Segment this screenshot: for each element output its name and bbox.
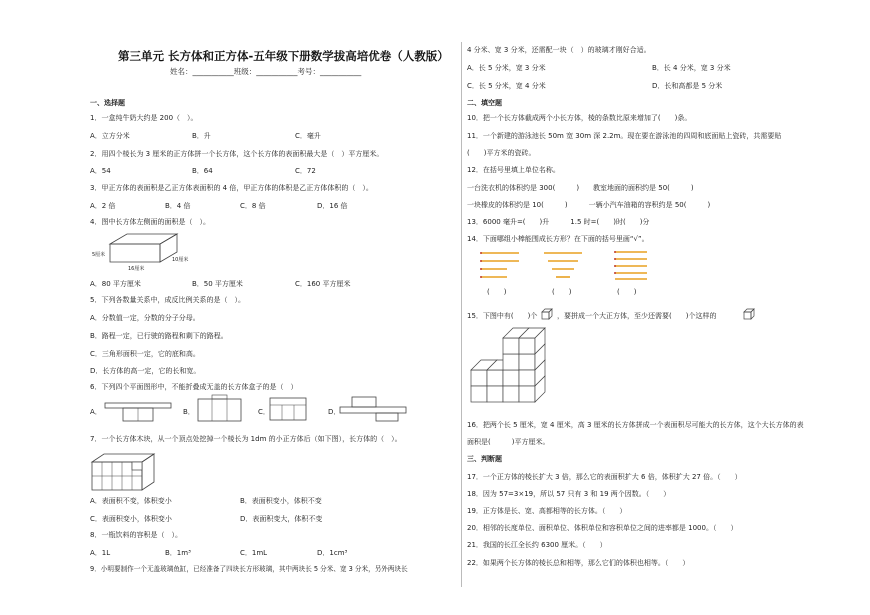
sticks-group-3	[607, 250, 652, 280]
question-5: 5．下列各数量关系中，成反比例关系的是（ ）。	[90, 296, 245, 304]
q8-option-d: D．1cm³	[317, 549, 348, 557]
section-fill: 二、填空题	[467, 99, 502, 107]
q6-option-a: A．	[90, 408, 102, 416]
cuboid-label-length: 16厘米	[128, 266, 145, 272]
question-15-part-b: ，要拼成一个大正方体，至少还需要( )个这样的	[557, 312, 717, 320]
question-1: 1．一盒纯牛奶大约是 200（ ）。	[90, 114, 198, 122]
q6-option-d: D．	[328, 408, 341, 416]
q7-option-c: C．表面积变小，体积变小	[90, 515, 172, 523]
question-19: 19．正方体是长、宽、高都相等的长方体。（ ）	[467, 507, 627, 515]
q9-option-a: A．长 5 分米，宽 3 分米	[467, 64, 546, 72]
q3-option-a: A．2 倍	[90, 202, 116, 210]
q14-answer-2[interactable]: ( )	[552, 288, 572, 296]
sticks-group-2	[542, 250, 587, 280]
q3-option-c: C．8 倍	[240, 202, 266, 210]
q2-option-b: B．64	[192, 167, 213, 175]
question-22: 22．如果两个长方体的棱长总和相等，那么它们的体积也相等。（ ）	[467, 559, 690, 567]
question-11: 11．一个新建的游泳池长 50m 宽 30m 深 2.2m。现在要在游泳池的四周和底面贴上瓷砖，共需要贴	[467, 132, 782, 140]
question-14: 14．下面哪组小棒能围成长方形？在下面的括号里画“√”。	[467, 235, 649, 243]
question-15-part-a: 15．下图中有( )个	[467, 312, 538, 320]
small-cube-icon	[541, 308, 553, 320]
section-choice: 一、选择题	[90, 99, 125, 107]
q3-option-b: B．4 倍	[165, 202, 191, 210]
net-figure-d	[338, 395, 408, 423]
question-10: 10．把一个长方体截成两个小长方体，棱的条数比原来增加了( )条。	[467, 114, 692, 122]
q8-option-c: C．1mL	[240, 549, 268, 557]
net-figure-b	[192, 395, 247, 423]
question-9-continued: 4 分米、宽 3 分米，还需配一块（ ）的玻璃才刚好合适。	[467, 46, 651, 54]
stacked-cubes-figure	[469, 330, 559, 410]
question-16: 16．把两个长 5 厘米，宽 4 厘米，高 3 厘米的长方体拼成一个表面积尽可能大的长方体，这个大长方体的表	[467, 421, 804, 429]
question-3: 3．甲正方体的表面积是乙正方体表面积的 4 倍，甲正方体的体积是乙正方体体积的（ ）。	[90, 184, 373, 192]
q9-option-d: D．长和高都是 5 分米	[652, 82, 723, 90]
column-divider	[461, 42, 462, 587]
q5-option-a: A．分数值一定，分数的分子分母。	[90, 314, 200, 322]
q5-option-d: D．长方体的高一定，它的长和宽。	[90, 367, 201, 375]
q2-option-a: A．54	[90, 167, 111, 175]
sticks-group-1	[479, 250, 524, 280]
q3-option-d: D．16 倍	[317, 202, 348, 210]
question-16-continued: 面积是( )平方厘米。	[467, 438, 550, 446]
question-21: 21．我国的长江全长约 6300 厘米。（ ）	[467, 541, 607, 549]
q14-answer-1[interactable]: ( )	[487, 288, 507, 296]
q8-option-a: A．1L	[90, 549, 111, 557]
q8-option-b: B．1m³	[165, 549, 191, 557]
q7-option-b: B．表面积变小，体积不变	[240, 497, 322, 505]
notched-cuboid-figure	[90, 450, 165, 492]
question-8: 8．一瓶饮料的容积是（ ）。	[90, 531, 182, 539]
net-figure-a	[103, 395, 173, 423]
net-figure-c	[266, 395, 311, 423]
q6-option-c: C．	[258, 408, 270, 416]
question-12-row-a: 一台洗衣机的体积约是 300( ) 教室地面的面积约是 50( )	[467, 184, 694, 192]
question-11-continued: ( )平方米的瓷砖。	[467, 149, 536, 157]
q7-option-a: A．表面积不变，体积变小	[90, 497, 172, 505]
q6-option-b: B．	[183, 408, 195, 416]
q1-option-a: A．立方分米	[90, 132, 130, 140]
q1-option-b: B．升	[192, 132, 211, 140]
q5-option-c: C．三角形面积一定，它的底和高。	[90, 350, 200, 358]
q4-option-a: A．80 平方厘米	[90, 280, 141, 288]
student-info-line: 姓名：___________班级：___________考号：___________	[170, 67, 362, 76]
question-12: 12．在括号里填上单位名称。	[467, 166, 560, 174]
cuboid-label-width: 10厘米	[172, 257, 189, 263]
question-4: 4．图中长方体左侧面的面积是（ ）。	[90, 218, 210, 226]
small-cube-icon-2	[743, 308, 755, 320]
question-2: 2．用四个棱长为 3 厘米的正方体拼一个长方体，这个长方体的表面积最大是（ ）平方厘米。	[90, 150, 384, 158]
question-6: 6．下列四个平面图形中，不能折叠成无盖的长方体盒子的是（ ）	[90, 383, 298, 391]
q9-option-b: B．长 4 分米，宽 3 分米	[652, 64, 731, 72]
section-judge: 三、判断题	[467, 455, 502, 463]
question-13: 13．6000 毫升=( )升 1.5 时=( )时( )分	[467, 218, 650, 226]
cuboid-label-height: 5厘米	[92, 252, 106, 258]
q4-option-c: C．160 平方厘米	[295, 280, 351, 288]
q14-answer-3[interactable]: ( )	[617, 288, 637, 296]
question-7: 7．一个长方体木块，从一个顶点处挖掉一个棱长为 1dm 的小正方体后（如下图），长方体的（ ）。	[90, 435, 402, 443]
question-18: 18．因为 57=3×19，所以 57 只有 3 和 19 两个因数。（ ）	[467, 490, 671, 498]
question-17: 17．一个正方体的棱长扩大 3 倍，那么它的表面积扩大 6 倍，体积扩大 27 倍。（ ）	[467, 473, 742, 481]
page-title: 第三单元 长方体和正方体-五年级下册数学拔高培优卷（人教版）	[118, 49, 449, 63]
q9-option-c: C．长 5 分米，宽 4 分米	[467, 82, 546, 90]
q1-option-c: C．毫升	[295, 132, 321, 140]
q2-option-c: C．72	[295, 167, 316, 175]
question-20: 20．相邻的长度单位、面积单位、体积单位和容积单位之间的进率都是 1000。（ ）	[467, 524, 738, 532]
q4-option-b: B．50 平方厘米	[192, 280, 243, 288]
question-12-row-b: 一块橡皮的体积约是 10( ) 一辆小汽车油箱的容积约是 50( )	[467, 201, 711, 209]
q7-option-d: D．表面积变大，体积不变	[240, 515, 323, 523]
question-9: 9．小明要制作一个无盖玻璃鱼缸，已经准备了四块长方形玻璃，其中两块长 5 分米、宽 3 分米，另外两块长	[90, 565, 408, 573]
q5-option-b: B．路程一定，已行驶的路程和剩下的路程。	[90, 332, 228, 340]
